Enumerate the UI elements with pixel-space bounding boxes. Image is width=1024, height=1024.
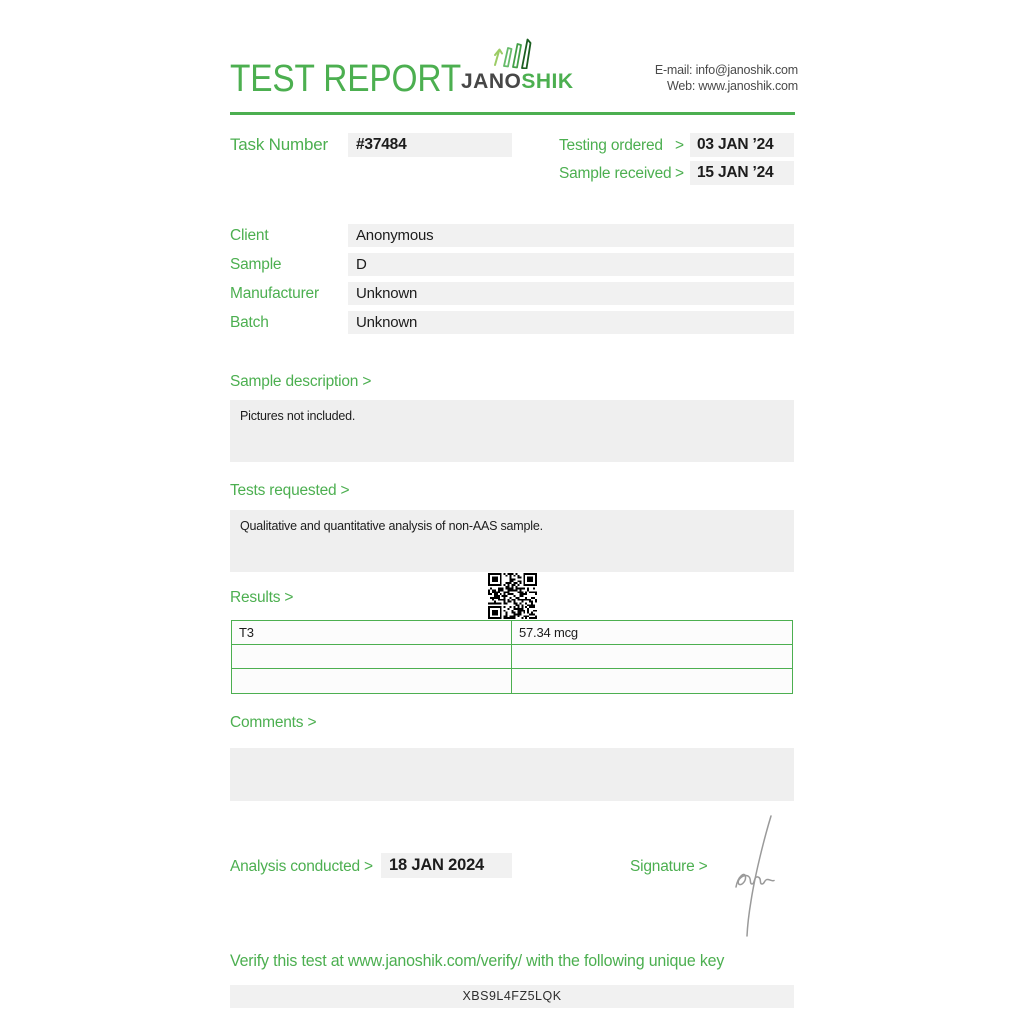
client-value: Anonymous (348, 224, 794, 247)
sample-received-date: 15 JAN ’24 (690, 161, 794, 185)
batch-label: Batch (230, 314, 269, 331)
result-value (512, 669, 792, 693)
task-number-value: #37484 (348, 133, 512, 157)
contact-web: Web: www.janoshik.com (666, 79, 798, 93)
sample-description-label: Sample description > (230, 373, 372, 390)
manufacturer-value: Unknown (348, 282, 794, 305)
comments-label: Comments > (230, 714, 317, 731)
sample-received-label: Sample received (559, 165, 672, 182)
analysis-conducted-label: Analysis conducted > (230, 858, 373, 875)
manufacturer-label: Manufacturer (230, 285, 319, 302)
signature-image (723, 813, 785, 938)
testing-ordered-date: 03 JAN ’24 (690, 133, 794, 157)
result-value: 57.34 mcg (519, 625, 578, 640)
header-divider (230, 112, 795, 115)
result-name: T3 (232, 621, 512, 644)
table-row (232, 621, 792, 645)
sample-received-arrow-icon: > (675, 165, 684, 182)
sample-description-box: Pictures not included. (230, 400, 794, 462)
contact-email: E-mail: info@janoshik.com (654, 63, 798, 77)
batch-value: Unknown (348, 311, 794, 334)
analysis-conducted-date: 18 JAN 2024 (381, 853, 512, 878)
sample-label: Sample (230, 256, 282, 273)
contact-info (655, 62, 798, 94)
tests-requested-label: Tests requested > (230, 482, 350, 499)
result-value (512, 645, 792, 668)
qr-code (488, 573, 537, 619)
client-label: Client (230, 227, 269, 244)
brand-text-green: SHIK (521, 70, 574, 93)
signature-label: Signature > (630, 858, 708, 875)
tests-requested-box: Qualitative and quantitative analysis of non-AAS sample. (230, 510, 794, 572)
comments-box (230, 748, 794, 801)
task-number-label: Task Number (230, 135, 328, 154)
brand-logo (461, 70, 574, 94)
growth-chart-icon (487, 37, 537, 69)
results-table (231, 620, 793, 694)
verify-instruction: Verify this test at www.janoshik.com/verify/ with the following unique key (230, 951, 725, 970)
page-title: TEST REPORT (230, 58, 461, 100)
sample-value: D (348, 253, 794, 276)
verify-key: XBS9L4FZ5LQK (230, 985, 794, 1008)
testing-ordered-arrow-icon: > (675, 137, 684, 154)
results-label: Results > (230, 589, 294, 606)
result-name (232, 669, 512, 693)
result-name (232, 645, 512, 668)
testing-ordered-label: Testing ordered (559, 137, 663, 154)
table-row (232, 645, 792, 669)
brand-text-dark: JANO (461, 70, 522, 93)
table-row (232, 669, 792, 693)
